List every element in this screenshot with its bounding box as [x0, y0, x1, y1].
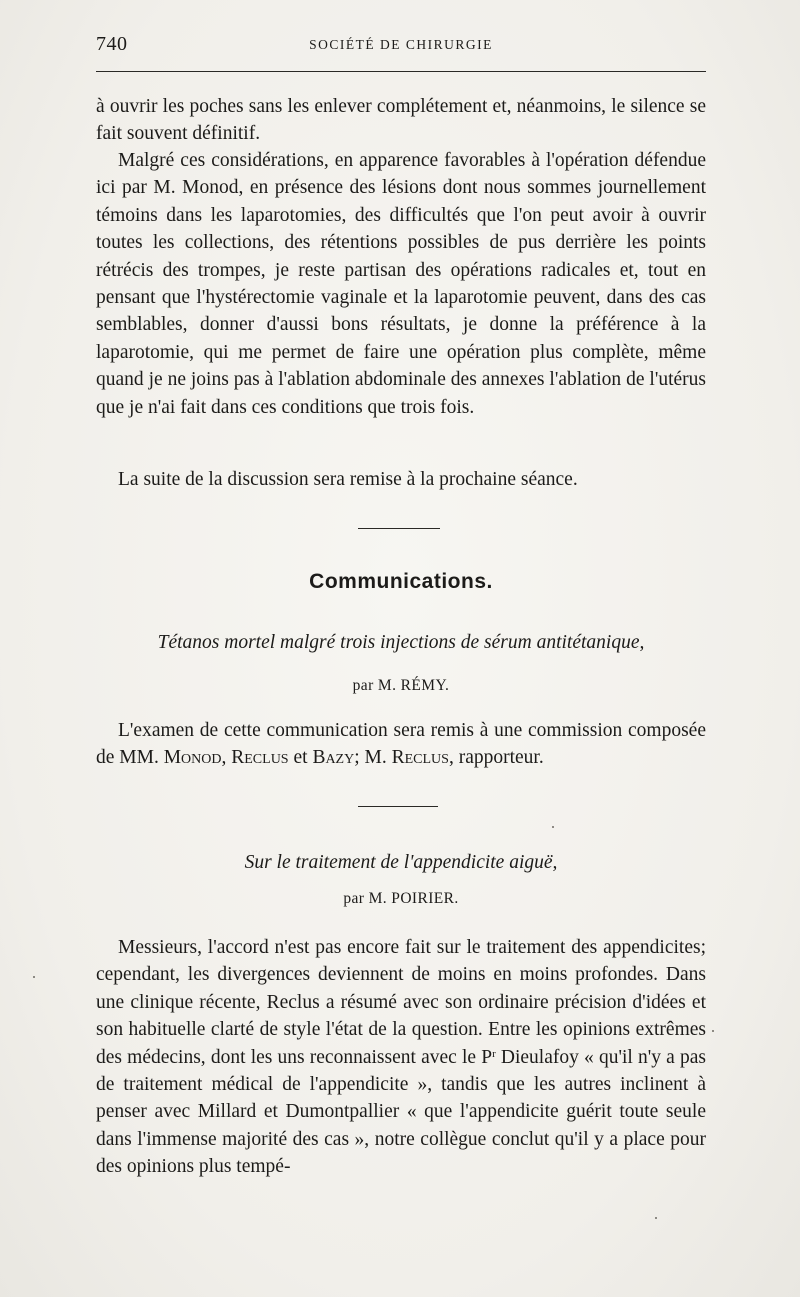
page-header: [96, 30, 706, 60]
paragraph: La suite de la discussion sera remise à la prochaine séance.: [118, 469, 578, 490]
text-run: , rapporteur.: [448, 747, 544, 769]
paper-speck: [552, 826, 554, 828]
paragraph: Malgré ces considérations, en apparence favorables à l'opération défendue ici par M. Monod, en présence des lésions dont nous sommes journellement témoins dans les laparotomies, des difficultés que l'on peut avoir à ouvrir toutes les collections, des rétentions possibles de pus derrière les points rétrécis des trompes, je reste partisan des opérations radicales et, tout en pensant que l'hystérectomie vaginale et la laparotomie peuvent, dans des cas semblables, donner d'aussi bons résultats, je donne la préférence à la laparotomie, qui me permet de faire une opération plus complète, même quand je ne joins pas à l'ablation abdominale des annexes l'ablation de l'utérus que je n'ai fait dans ces conditions que trois fois.: [96, 150, 706, 418]
communication-title: Sur le traitement de l'appendicite aiguë,: [244, 852, 558, 873]
communication-byline: par M. POIRIER.: [343, 890, 459, 907]
page-number: 740: [96, 33, 128, 55]
text-run: Dieulafoy « qu'il n'y a pas de traitement médical de l'appendicite », tandis que les autres inclinent à penser avec Millard et Dumontpallier « que l'appendicite guérit toute seule dans l'immense majorité des cas », notre collègue conclut qu'il y a place pour des opinions plus tempé-: [96, 1046, 706, 1178]
communication-body: [96, 934, 706, 1181]
section-separator: [358, 806, 438, 807]
paragraph: [96, 934, 706, 1181]
member-name: Monod: [163, 747, 222, 769]
communication-byline: par M. RÉMY.: [352, 677, 450, 694]
commission-paragraph: [96, 717, 706, 772]
rapporteur-name: Reclus: [391, 747, 449, 769]
header-rule: [96, 71, 706, 72]
paragraph: [96, 717, 706, 772]
continued-text-fragment: [96, 93, 706, 148]
communication-title: Tétanos mortel malgré trois injections de sérum antitétanique,: [157, 632, 645, 653]
continued-text-paragraph: [96, 147, 706, 421]
section-separator: [358, 528, 440, 529]
superscript: r: [492, 1047, 496, 1060]
text-run: Messieurs, l'accord n'est pas encore fait sur le traitement des appendicites; cependant, les divergences deviennent de moins en moins profondes. Dans une clinique récente, Reclus a résumé avec son ordinaire précision d'idées et son habituelle clarté de style l'état de la question. Entre les opinions extrêmes des médecins, dont les uns reconnaissent avec le P: [96, 937, 706, 1068]
closing-statement: [96, 466, 706, 493]
paper-speck: [33, 976, 35, 978]
text-run: ,: [221, 747, 232, 769]
text-run: L'examen de cette communication sera remis à une commission composée de MM.: [96, 720, 706, 769]
running-title: SOCIÉTÉ DE CHIRURGIE: [309, 37, 493, 52]
text-run: ; M.: [354, 747, 392, 769]
section-title: Communications.: [309, 570, 493, 593]
text-run: et: [288, 747, 313, 769]
paper-speck: [712, 1030, 714, 1032]
member-name: Bazy: [312, 747, 355, 769]
paragraph: à ouvrir les poches sans les enlever complétement et, néanmoins, le silence se fait souvent définitif.: [96, 96, 706, 145]
paper-speck: [655, 1217, 657, 1219]
member-name: Reclus: [231, 747, 289, 769]
